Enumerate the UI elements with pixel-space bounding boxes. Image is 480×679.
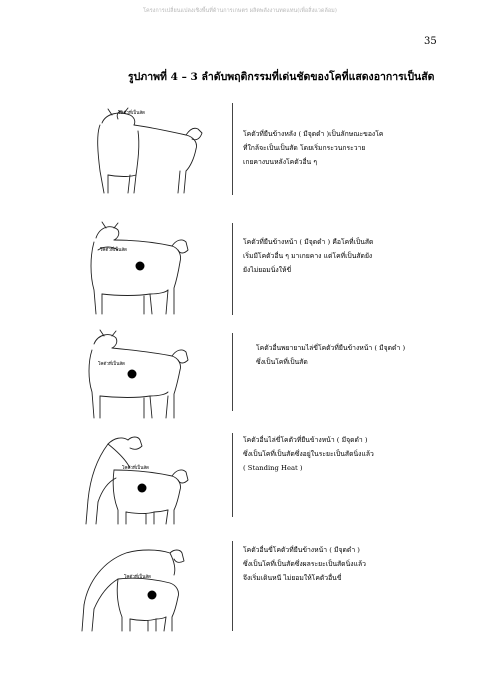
cattle-illustration-1	[78, 105, 208, 197]
divider-line	[232, 541, 233, 631]
description-line: ( Standing Heat )	[243, 464, 303, 472]
description-line: เริ่มมีโคตัวอื่น ๆ มาเกยคาง แต่โคที่เป็นสัดยัง	[243, 252, 373, 260]
description-line: จึงเริ่มเดินหนี ไม่ยอมให้โคตัวอื่นขี่	[243, 574, 342, 582]
page-header-note: โครงการเปลี่ยนแปลงเชิงพื้นที่ด้านการเกษตร ผลิตพลังงานทดแทน(เพื่อสิ่งแวดล้อม)	[143, 8, 337, 14]
cattle-illustration-5	[78, 539, 198, 635]
black-dot-marker	[148, 591, 157, 600]
figure-title: รูปภาพที่ 4 – 3 ลำดับพฤติกรรมที่เด่นชัดของโคที่แสดงอาการเป็นสัด	[128, 71, 435, 83]
behavior-row-5	[0, 533, 480, 643]
divider-line	[232, 223, 233, 315]
page-number: 35	[424, 36, 437, 47]
description-line: ซึ่งเป็นโคที่เป็นสัด	[256, 358, 308, 366]
behavior-row-3	[0, 327, 480, 427]
behavior-description-5	[243, 543, 366, 585]
behavior-description-2	[243, 235, 373, 277]
behavior-description-3	[256, 341, 405, 369]
behavior-description-4	[243, 433, 374, 475]
description-line: ยังไม่ยอมนิ่งให้ขี่	[243, 266, 292, 274]
cattle-illustration-3	[78, 330, 198, 422]
behavior-description-1	[243, 127, 383, 169]
divider-line	[232, 103, 233, 195]
in-heat-label: โคตัวที่เป็นสัด	[118, 111, 145, 116]
black-dot-marker	[128, 370, 137, 379]
in-heat-label: โคตัวที่เป็นสัด	[100, 248, 127, 253]
description-line: โคตัวอื่นขี่โคตัวที่ยืนข้างหน้า ( มีจุดดำ )	[243, 546, 360, 554]
description-line: ที่ใกล้จะเป็นเป็นสัด โดยเริ่มกระวนกระวาย	[243, 144, 366, 152]
divider-line	[232, 433, 233, 517]
in-heat-label: โคตัวที่เป็นสัด	[124, 575, 151, 580]
description-line: ซึ่งเป็นโคที่เป็นสัดซึ่งอยู่ในระยะเป็นสัดนิ่งแล้ว	[243, 450, 374, 458]
black-dot-marker	[138, 484, 147, 493]
behavior-row-1	[0, 95, 480, 205]
description-line: ซึ่งเป็นโคที่เป็นสัดซึ่งผลระยะเป็นสัดนิ่งแล้ว	[243, 560, 366, 568]
black-dot-marker	[136, 262, 145, 271]
in-heat-label: โคตัวที่เป็นสัด	[122, 466, 149, 471]
cattle-illustration-2	[78, 220, 198, 320]
in-heat-label: โคตัวที่เป็นสัด	[98, 362, 125, 367]
description-line: เกยคางบนหลังโคตัวอื่น ๆ	[243, 158, 317, 166]
cattle-illustration-4	[78, 430, 198, 528]
description-line: โคตัวที่ยืนข้างหลัง ( มีจุดดำ )เป็นลักษณะของโค	[243, 130, 384, 138]
description-line: โคตัวอื่นพยายามไล่ขี่โคตัวที่ยืนข้างหน้า ( มีจุดดำ )	[256, 344, 406, 352]
behavior-row-2	[0, 215, 480, 325]
behavior-row-4	[0, 425, 480, 530]
divider-line	[232, 333, 233, 411]
description-line: โคตัวที่ยืนข้างหน้า ( มีจุดดำ ) คือโคที่เป็นสัด	[243, 238, 374, 246]
description-line: โคตัวอื่นไล่ขี่โคตัวที่ยืนข้างหน้า ( มีจุดดำ )	[243, 436, 368, 444]
